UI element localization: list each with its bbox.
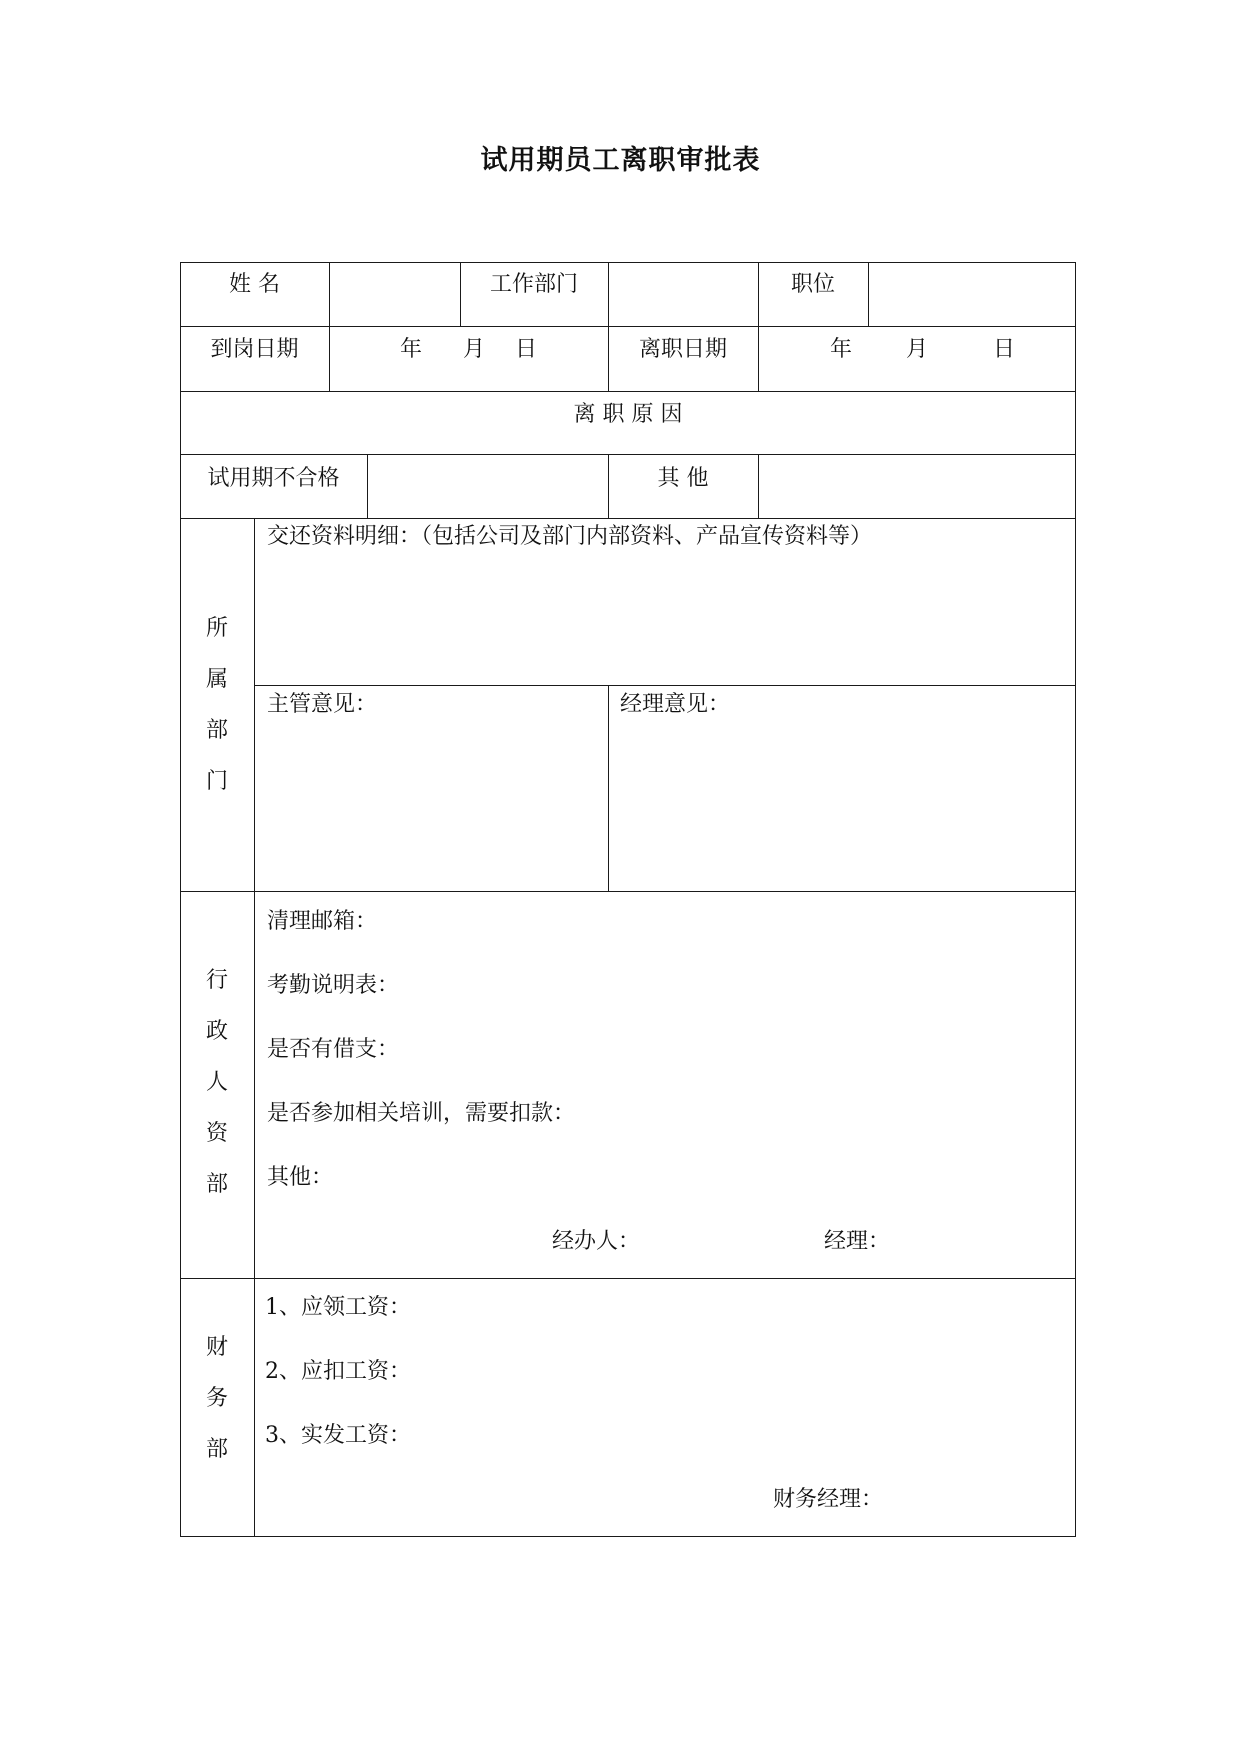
table-rule	[254, 685, 1076, 686]
form-title: 试用期员工离职审批表	[480, 145, 761, 176]
other-reason-label: 其 他	[657, 466, 709, 491]
table-rule	[180, 1278, 1076, 1279]
leave-month-unit: 月	[906, 337, 929, 362]
table-rule	[180, 262, 1076, 263]
table-rule	[329, 262, 330, 391]
side-char: 属	[205, 667, 228, 692]
table-rule	[180, 1536, 1076, 1537]
salary-deduction-label: 2、应扣工资：	[265, 1359, 411, 1384]
table-rule	[180, 326, 1076, 327]
table-rule	[180, 391, 1076, 392]
supervisor-opinion-label: 主管意见：	[267, 692, 378, 717]
handover-materials-label: 交还资料明细：（包括公司及部门内部资料、产品宣传资料等）	[267, 524, 873, 549]
table-rule	[868, 262, 869, 326]
name-label: 姓 名	[229, 272, 280, 297]
start-date-label: 到岗日期	[210, 337, 299, 362]
side-char: 部	[205, 1172, 228, 1197]
clear-mailbox-label: 清理邮箱：	[267, 909, 378, 934]
table-rule	[180, 891, 1076, 892]
table-rule	[367, 454, 368, 518]
start-month-unit: 月	[463, 337, 486, 362]
side-char: 务	[205, 1386, 228, 1411]
start-year-unit: 年	[400, 337, 423, 362]
side-char: 行	[205, 968, 228, 993]
leave-year-unit: 年	[830, 337, 853, 362]
table-rule	[180, 454, 1076, 455]
finance-side-label	[187, 1322, 247, 1475]
side-char: 资	[205, 1121, 228, 1146]
side-char: 部	[205, 1437, 228, 1462]
side-char: 政	[205, 1019, 228, 1044]
side-char: 财	[205, 1335, 228, 1360]
department-side-label	[187, 603, 247, 807]
attendance-sheet-label: 考勤说明表：	[267, 973, 400, 998]
salary-due-label: 1、应领工资：	[265, 1295, 411, 1320]
admin-other-label: 其他：	[267, 1165, 334, 1190]
loan-status-label: 是否有借支：	[267, 1037, 400, 1062]
table-rule	[608, 685, 609, 891]
admin-hr-side-label	[187, 955, 247, 1210]
dept-label: 工作部门	[489, 272, 578, 297]
side-char: 人	[205, 1070, 228, 1095]
table-rule	[180, 262, 181, 1537]
admin-manager-label: 经理：	[824, 1229, 891, 1254]
finance-manager-label: 财务经理：	[773, 1487, 884, 1512]
table-rule	[1075, 262, 1076, 1537]
handler-label: 经办人：	[552, 1229, 641, 1254]
manager-opinion-label: 经理意见：	[620, 692, 731, 717]
reason-header: 离 职 原 因	[573, 402, 683, 427]
probation-fail-label: 试用期不合格	[207, 466, 340, 491]
start-day-unit: 日	[515, 337, 538, 362]
side-char: 所	[205, 616, 228, 641]
side-char: 部	[205, 718, 228, 743]
side-char: 门	[205, 769, 228, 794]
table-rule	[608, 262, 609, 391]
training-deduction-label: 是否参加相关培训，需要扣款：	[267, 1101, 576, 1126]
position-label: 职位	[790, 272, 835, 297]
leave-day-unit: 日	[993, 337, 1016, 362]
salary-paid-label: 3、实发工资：	[265, 1423, 411, 1448]
table-rule	[254, 518, 255, 1536]
leave-date-label: 离职日期	[638, 337, 727, 362]
table-rule	[180, 518, 1076, 519]
table-rule	[758, 454, 759, 518]
